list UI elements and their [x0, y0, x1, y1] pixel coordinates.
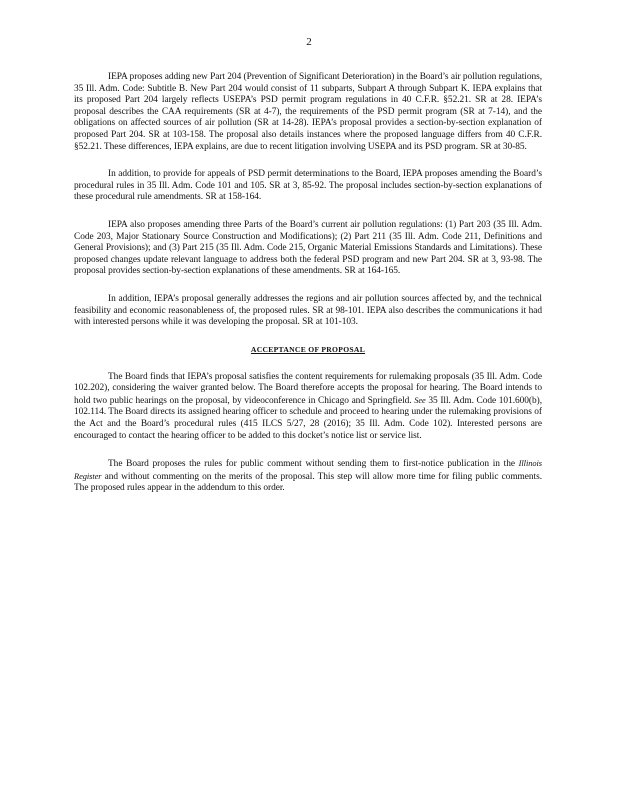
paragraph-acceptance	[74, 372, 542, 443]
paragraph-amended-parts: IEPA also proposes amending three Parts of the Board’s current air pollution regulations: (1) Part 203 (35 Ill. Adm. Code 203, Major Stationary Source Construction and Modifications); (2) Part 211 (35 Ill. Adm. Code 211, Definitions and General Provisions); and (3) Part 215 (35 Ill. Adm. Code 215, Organic Material Emissions Standards and Limitations). These proposed changes update relevant language to address both the federal PSD program and new Part 204. SR at 3, 93-98. The proposal provides section-by-section explanations of these amendments. SR at 164-165.	[74, 219, 542, 277]
page-number: 2	[306, 36, 312, 48]
acceptance-text-2: 35 Ill. Adm. Code 101.600(b), 102.114. The Board directs its assigned hearing officer to schedule and proceed to hearing under the rulemaking provisions of the Act and the Board’s procedural rules (415 ILCS 5/27, 28 (2016); 35 Ill. Adm. Code 102). Interested persons are encouraged to contact the hearing officer to be added to this docket’s notice list or service list.	[74, 395, 542, 441]
document-body	[74, 72, 542, 511]
first-notice-text-1: The Board proposes the rules for public comment without sending them to first-notice publication in the	[108, 459, 519, 470]
paragraph-procedural-rules: In addition, to provide for appeals of PSD permit determinations to the Board, IEPA proposes amending the Board’s procedural rules in 35 Ill. Adm. Code 101 and 105. SR at 3, 85-92. The proposal includes section-by-section explanations of these procedural rule amendments. SR at 158-164.	[74, 169, 542, 203]
section-heading-text: ACCEPTANCE OF PROPOSAL	[250, 344, 366, 354]
paragraph-first-notice	[74, 458, 542, 495]
see-signal: See	[414, 395, 426, 405]
illinois-register-title: Illinois Register	[74, 459, 542, 481]
paragraph-part-204-proposal: IEPA proposes adding new Part 204 (Prevention of Significant Deterioration) in the Board’s air pollution regulations, 35 Ill. Adm. Code: Subtitle B. New Part 204 would consist of 11 subparts, Subpart A through Subpart K. IEPA explains that its proposed Part 204 largely reflects USEPA’s PSD permit program regulations in 40 C.F.R. §52.21. SR at 28. IEPA’s proposal describes the CAA requirements (SR at 4-7), the requirements of the PSD permit program (SR at 7-14), and the obligations on affected sources of air pollution (SR at 14-28). IEPA’s proposal provides a section-by-section explanation of proposed Part 204. SR at 103-158. The proposal also details instances where the proposed language differs from 40 C.F.R. §52.21. These differences, IEPA explains, are due to recent litigation involving USEPA and its PSD program. SR at 30-85.	[74, 72, 542, 152]
paragraph-regions-affected: In addition, IEPA’s proposal generally addresses the regions and air pollution sources affected by, and the technical feasibility and economic reasonableness of, the proposed rules. SR at 98-101. IEPA also describes the communications it had with interested persons while it was developing the proposal. SR at 101-103.	[74, 293, 542, 328]
acceptance-text-1: The Board finds that IEPA’s proposal satisfies the content requirements for rulemaking proposals (35 Ill. Adm. Code 102.202), considering the waiver granted below. The Board therefore accepts the proposal for hearing. The Board intends to hold two public hearings on the proposal, by videoconference in Chicago and Springfield.	[74, 371, 542, 406]
section-heading	[74, 345, 542, 354]
first-notice-text-2: and without commenting on the merits of the proposal. This step will allow more time for filing public comments. The proposed rules appear in the addendum to this order.	[74, 471, 542, 494]
